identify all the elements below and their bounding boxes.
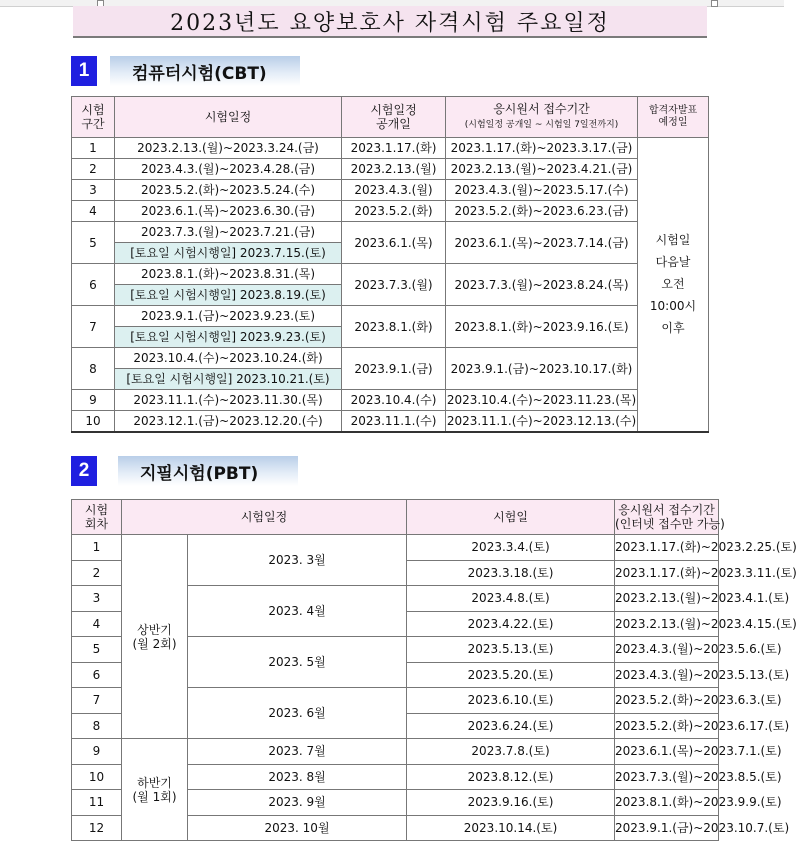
segment-number: 8	[72, 348, 115, 390]
header-apply-period: 응시원서 접수기간 (인터넷 접수만 가능)	[615, 500, 719, 535]
month-label: 2023. 5월	[188, 637, 407, 688]
table-header-row	[72, 97, 709, 138]
exam-date: 2023.8.12.(토)	[407, 764, 615, 790]
segment-number: 9	[72, 390, 115, 411]
open-date: 2023.7.3.(월)	[342, 264, 446, 306]
month-label: 2023. 6월	[188, 688, 407, 739]
apply-period: 2023.5.2.(화)~2023.6.3.(토)	[615, 688, 719, 714]
open-date: 2023.4.3.(월)	[342, 180, 446, 201]
header-schedule: 시험일정	[115, 97, 342, 138]
open-date: 2023.10.4.(수)	[342, 390, 446, 411]
month-label: 2023. 7월	[188, 739, 407, 765]
exam-date: 2023.6.10.(토)	[407, 688, 615, 714]
header-announce: 합격자발표 예정일	[638, 97, 709, 138]
exam-date: 2023.5.20.(토)	[407, 662, 615, 688]
open-date: 2023.11.1.(수)	[342, 411, 446, 432]
table-row	[72, 264, 709, 285]
exam-date: 2023.4.22.(토)	[407, 611, 615, 637]
section-number-badge: 2	[71, 456, 97, 486]
exam-period: 2023.11.1.(수)~2023.11.30.(목)	[115, 390, 342, 411]
table-row	[72, 348, 709, 369]
month-label: 2023. 3월	[188, 535, 407, 586]
exam-date: 2023.5.13.(토)	[407, 637, 615, 663]
half-label: 하반기 (월 1회)	[122, 739, 188, 841]
round-number: 4	[72, 611, 122, 637]
segment-number: 2	[72, 159, 115, 180]
cbt-schedule-table	[71, 96, 709, 433]
saturday-exam-date: [토요일 시험시행일] 2023.8.19.(토)	[115, 285, 342, 306]
exam-period: 2023.6.1.(목)~2023.6.30.(금)	[115, 201, 342, 222]
month-label: 2023. 4월	[188, 586, 407, 637]
round-number: 2	[72, 560, 122, 586]
open-date: 2023.5.2.(화)	[342, 201, 446, 222]
segment-number: 10	[72, 411, 115, 432]
table-row	[72, 390, 709, 411]
apply-period: 2023.7.3.(월)~2023.8.24.(목)	[446, 264, 638, 306]
header-schedule: 시험일정	[122, 500, 407, 535]
open-date: 2023.8.1.(화)	[342, 306, 446, 348]
saturday-exam-date: [토요일 시험시행일] 2023.9.23.(토)	[115, 327, 342, 348]
round-number: 6	[72, 662, 122, 688]
month-label: 2023. 8월	[188, 764, 407, 790]
table-row	[72, 159, 709, 180]
document-title: 2023년도 요양보호사 자격시험 주요일정	[73, 6, 707, 38]
month-label: 2023. 9월	[188, 790, 407, 816]
table-row	[72, 739, 719, 765]
exam-period: 2023.5.2.(화)~2023.5.24.(수)	[115, 180, 342, 201]
header-exam-date: 시험일	[407, 500, 615, 535]
header-round: 시험 회차	[72, 500, 122, 535]
apply-period: 2023.5.2.(화)~2023.6.23.(금)	[446, 201, 638, 222]
exam-date: 2023.3.4.(토)	[407, 535, 615, 561]
apply-period: 2023.6.1.(목)~2023.7.1.(토)	[615, 739, 719, 765]
apply-period: 2023.5.2.(화)~2023.6.17.(토)	[615, 713, 719, 739]
open-date: 2023.2.13.(월)	[342, 159, 446, 180]
exam-period: 2023.8.1.(화)~2023.8.31.(목)	[115, 264, 342, 285]
table-row	[72, 535, 719, 561]
exam-date: 2023.10.14.(토)	[407, 815, 615, 841]
table-row	[72, 411, 709, 432]
header-apply-note: (시험일정 공개일 ~ 시험일 7일전까지)	[464, 120, 619, 130]
table-row	[72, 138, 709, 159]
exam-date: 2023.6.24.(토)	[407, 713, 615, 739]
segment-number: 3	[72, 180, 115, 201]
apply-period: 2023.2.13.(월)~2023.4.15.(토)	[615, 611, 719, 637]
header-apply-title: 응시원서 접수기간	[493, 102, 590, 116]
exam-date: 2023.3.18.(토)	[407, 560, 615, 586]
apply-period: 2023.11.1.(수)~2023.12.13.(수)	[446, 411, 638, 432]
segment-number: 7	[72, 306, 115, 348]
exam-period: 2023.12.1.(금)~2023.12.20.(수)	[115, 411, 342, 432]
apply-period: 2023.1.17.(화)~2023.2.25.(토)	[615, 535, 719, 561]
saturday-exam-date: [토요일 시험시행일] 2023.10.21.(토)	[115, 369, 342, 390]
exam-period: 2023.9.1.(금)~2023.9.23.(토)	[115, 306, 342, 327]
open-date: 2023.9.1.(금)	[342, 348, 446, 390]
open-date: 2023.6.1.(목)	[342, 222, 446, 264]
round-number: 5	[72, 637, 122, 663]
open-date: 2023.1.17.(화)	[342, 138, 446, 159]
exam-period: 2023.4.3.(월)~2023.4.28.(금)	[115, 159, 342, 180]
apply-period: 2023.2.13.(월)~2023.4.21.(금)	[446, 159, 638, 180]
round-number: 7	[72, 688, 122, 714]
segment-number: 4	[72, 201, 115, 222]
round-number: 9	[72, 739, 122, 765]
table-row	[72, 222, 709, 243]
section-number-badge: 1	[71, 56, 97, 86]
round-number: 1	[72, 535, 122, 561]
apply-period: 2023.4.3.(월)~2023.5.6.(토)	[615, 637, 719, 663]
apply-period: 2023.1.17.(화)~2023.3.11.(토)	[615, 560, 719, 586]
apply-period: 2023.4.3.(월)~2023.5.13.(토)	[615, 662, 719, 688]
segment-number: 1	[72, 138, 115, 159]
header-open-date: 시험일정 공개일	[342, 97, 446, 138]
round-number: 10	[72, 764, 122, 790]
table-header-row	[72, 500, 719, 535]
round-number: 3	[72, 586, 122, 612]
apply-period: 2023.1.17.(화)~2023.3.17.(금)	[446, 138, 638, 159]
apply-period: 2023.4.3.(월)~2023.5.17.(수)	[446, 180, 638, 201]
section-title-cbt: 컴퓨터시험(CBT)	[110, 56, 300, 86]
apply-period: 2023.9.1.(금)~2023.10.7.(토)	[615, 815, 719, 841]
pbt-schedule-table	[71, 499, 797, 841]
section-title-pbt: 지필시험(PBT)	[118, 456, 298, 486]
announce-note: 시험일 다음날 오전 10:00시 이후	[638, 138, 709, 432]
header-segment: 시험 구간	[72, 97, 115, 138]
segment-number: 6	[72, 264, 115, 306]
exam-date: 2023.9.16.(토)	[407, 790, 615, 816]
apply-period: 2023.10.4.(수)~2023.11.23.(목)	[446, 390, 638, 411]
exam-date: 2023.7.8.(토)	[407, 739, 615, 765]
exam-period: 2023.2.13.(월)~2023.3.24.(금)	[115, 138, 342, 159]
apply-period: 2023.8.1.(화)~2023.9.9.(토)	[615, 790, 719, 816]
apply-period: 2023.6.1.(목)~2023.7.14.(금)	[446, 222, 638, 264]
apply-period: 2023.9.1.(금)~2023.10.17.(화)	[446, 348, 638, 390]
resize-handle[interactable]	[711, 0, 718, 7]
apply-period: 2023.8.1.(화)~2023.9.16.(토)	[446, 306, 638, 348]
round-number: 12	[72, 815, 122, 841]
round-number: 11	[72, 790, 122, 816]
table-row	[72, 180, 709, 201]
saturday-exam-date: [토요일 시험시행일] 2023.7.15.(토)	[115, 243, 342, 264]
month-label: 2023. 10월	[188, 815, 407, 841]
header-apply-period	[446, 97, 638, 138]
exam-period: 2023.10.4.(수)~2023.10.24.(화)	[115, 348, 342, 369]
exam-date: 2023.4.8.(토)	[407, 586, 615, 612]
table-row	[72, 201, 709, 222]
table-row	[72, 306, 709, 327]
round-number: 8	[72, 713, 122, 739]
exam-period: 2023.7.3.(월)~2023.7.21.(금)	[115, 222, 342, 243]
apply-period: 2023.7.3.(월)~2023.8.5.(토)	[615, 764, 719, 790]
apply-period: 2023.2.13.(월)~2023.4.1.(토)	[615, 586, 719, 612]
segment-number: 5	[72, 222, 115, 264]
half-label: 상반기 (월 2회)	[122, 535, 188, 739]
